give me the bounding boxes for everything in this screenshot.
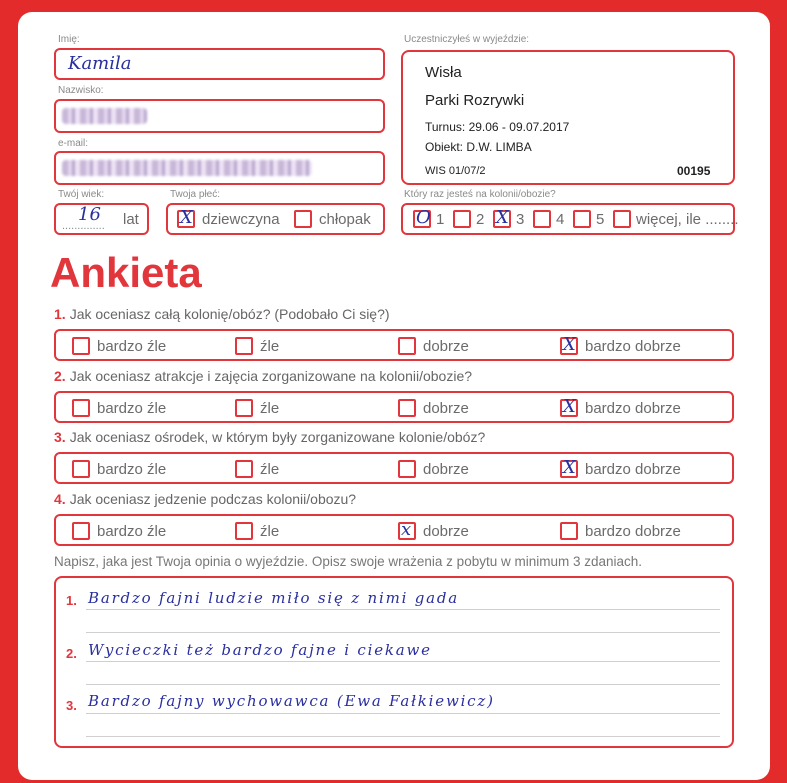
checkbox[interactable] <box>72 337 90 355</box>
option-label: bardzo dobrze <box>585 338 681 355</box>
checkbox-mark: X <box>563 396 576 417</box>
email-field[interactable] <box>54 151 385 185</box>
times-label: Który raz jesteś na kolonii/obozie? <box>404 189 556 200</box>
opinion-prompt: Napisz, jaka jest Twoja opinia o wyjeździe. Opisz swoje wrażenia z pobytu w minimum 3 zdaniach. <box>54 554 643 569</box>
option-label: bardzo dobrze <box>585 461 681 478</box>
checkbox[interactable] <box>398 399 416 417</box>
surname-field[interactable] <box>54 99 385 133</box>
option-label: bardzo dobrze <box>585 523 681 540</box>
age-label: Twój wiek: <box>58 189 105 200</box>
answer-line <box>86 632 720 633</box>
question-4-options <box>54 514 734 546</box>
option-label: źle <box>260 523 280 540</box>
times-option-more: więcej, ile ........ <box>636 211 739 228</box>
trip-obiekt: Obiekt: D.W. LIMBA <box>425 140 532 154</box>
times-option-1: 1 <box>436 211 445 228</box>
checkbox[interactable] <box>560 457 578 478</box>
option-label: bardzo źle <box>97 400 167 417</box>
question-2: 2. Jak oceniasz atrakcje i zajęcia zorganizowane na kolonii/obozie? <box>54 368 473 384</box>
option-label: bardzo dobrze <box>585 400 681 417</box>
times-checkbox-5[interactable] <box>573 210 591 228</box>
option-label: dobrze <box>423 523 469 540</box>
answer-3-text: Bardzo fajny wychowawca (Ewa Fałkiewicz) <box>88 692 495 710</box>
trip-place: Wisła <box>425 64 462 81</box>
gender-label-boy: chłopak <box>319 211 371 228</box>
answer-line <box>86 684 720 685</box>
times-option-4: 4 <box>556 211 565 228</box>
answer-3-number: 3. <box>66 698 77 713</box>
option-label: bardzo źle <box>97 338 167 355</box>
trip-number: 00195 <box>677 164 711 178</box>
times-checkbox-4[interactable] <box>533 210 551 228</box>
answer-2-text: Wycieczki też bardzo fajne i ciekawe <box>88 641 432 659</box>
checkbox[interactable] <box>560 522 578 540</box>
option-label: źle <box>260 400 280 417</box>
gender-checkbox-girl[interactable] <box>177 207 195 228</box>
redacted-email <box>62 160 312 176</box>
checkbox[interactable] <box>560 396 578 417</box>
question-1-options <box>54 329 734 361</box>
age-field[interactable] <box>54 203 149 235</box>
trip-program: Parki Rozrywki <box>425 92 525 109</box>
age-unit: lat <box>123 211 139 228</box>
option-label: bardzo źle <box>97 523 167 540</box>
times-option-2: 2 <box>476 211 485 228</box>
checkbox[interactable] <box>560 334 578 355</box>
trip-turnus: Turnus: 29.06 - 09.07.2017 <box>425 120 570 134</box>
times-checkbox-more[interactable] <box>613 210 631 228</box>
answer-line <box>86 736 720 737</box>
option-label: dobrze <box>423 461 469 478</box>
name-field[interactable] <box>54 48 385 80</box>
answer-1-number: 1. <box>66 593 77 608</box>
question-1: 1. Jak oceniasz całą kolonię/obóz? (Podobało Ci się?) <box>54 306 390 322</box>
answer-line <box>86 661 720 662</box>
question-3-options <box>54 452 734 484</box>
checkbox[interactable] <box>72 522 90 540</box>
answer-2-number: 2. <box>66 646 77 661</box>
gender-label-girl: dziewczyna <box>202 211 280 228</box>
checkbox[interactable] <box>398 460 416 478</box>
checkbox[interactable] <box>398 519 416 540</box>
option-label: źle <box>260 461 280 478</box>
question-3: 3. Jak oceniasz ośrodek, w którym były zorganizowane kolonie/obóz? <box>54 429 486 445</box>
age-value: 16 <box>78 204 101 225</box>
surname-label: Nazwisko: <box>58 85 104 96</box>
checkbox-mark: X <box>180 207 193 228</box>
times-checkbox-3[interactable] <box>493 207 511 228</box>
answer-1-text: Bardzo fajni ludzie miło się z nimi gada <box>88 589 460 607</box>
gender-label: Twoja płeć: <box>170 189 221 200</box>
option-label: dobrze <box>423 400 469 417</box>
email-label: e-mail: <box>58 138 89 149</box>
checkbox[interactable] <box>72 460 90 478</box>
times-checkbox-1[interactable] <box>413 207 431 228</box>
question-2-options <box>54 391 734 423</box>
times-option-3: 3 <box>516 211 525 228</box>
times-field <box>401 203 739 235</box>
checkbox[interactable] <box>235 337 253 355</box>
checkbox[interactable] <box>235 399 253 417</box>
name-value: Kamila <box>68 53 132 74</box>
survey-title: Ankieta <box>50 249 202 296</box>
answer-line <box>86 609 720 610</box>
answer-line <box>86 713 720 714</box>
checkbox-mark: O <box>416 207 431 228</box>
trip-info-box <box>401 50 735 185</box>
times-option-5: 5 <box>596 211 605 228</box>
checkbox-mark: X <box>496 207 509 228</box>
option-label: bardzo źle <box>97 461 167 478</box>
age-dots: .............. <box>62 220 105 232</box>
checkbox-mark: X <box>563 457 576 478</box>
option-label: źle <box>260 338 280 355</box>
checkbox[interactable] <box>235 522 253 540</box>
name-label: Imię: <box>58 34 80 45</box>
trip-code: WIS 01/07/2 <box>425 165 486 177</box>
times-checkbox-2[interactable] <box>453 210 471 228</box>
checkbox[interactable] <box>235 460 253 478</box>
option-label: dobrze <box>423 338 469 355</box>
checkbox[interactable] <box>72 399 90 417</box>
redacted-surname <box>62 108 147 124</box>
question-4: 4. Jak oceniasz jedzenie podczas kolonii/obozu? <box>54 491 357 507</box>
gender-checkbox-boy[interactable] <box>294 210 312 228</box>
gender-field <box>166 203 385 235</box>
participated-label: Uczestniczyłeś w wyjeździe: <box>404 34 530 45</box>
checkbox-mark: x <box>401 519 412 540</box>
checkbox[interactable] <box>398 337 416 355</box>
checkbox-mark: X <box>563 334 576 355</box>
